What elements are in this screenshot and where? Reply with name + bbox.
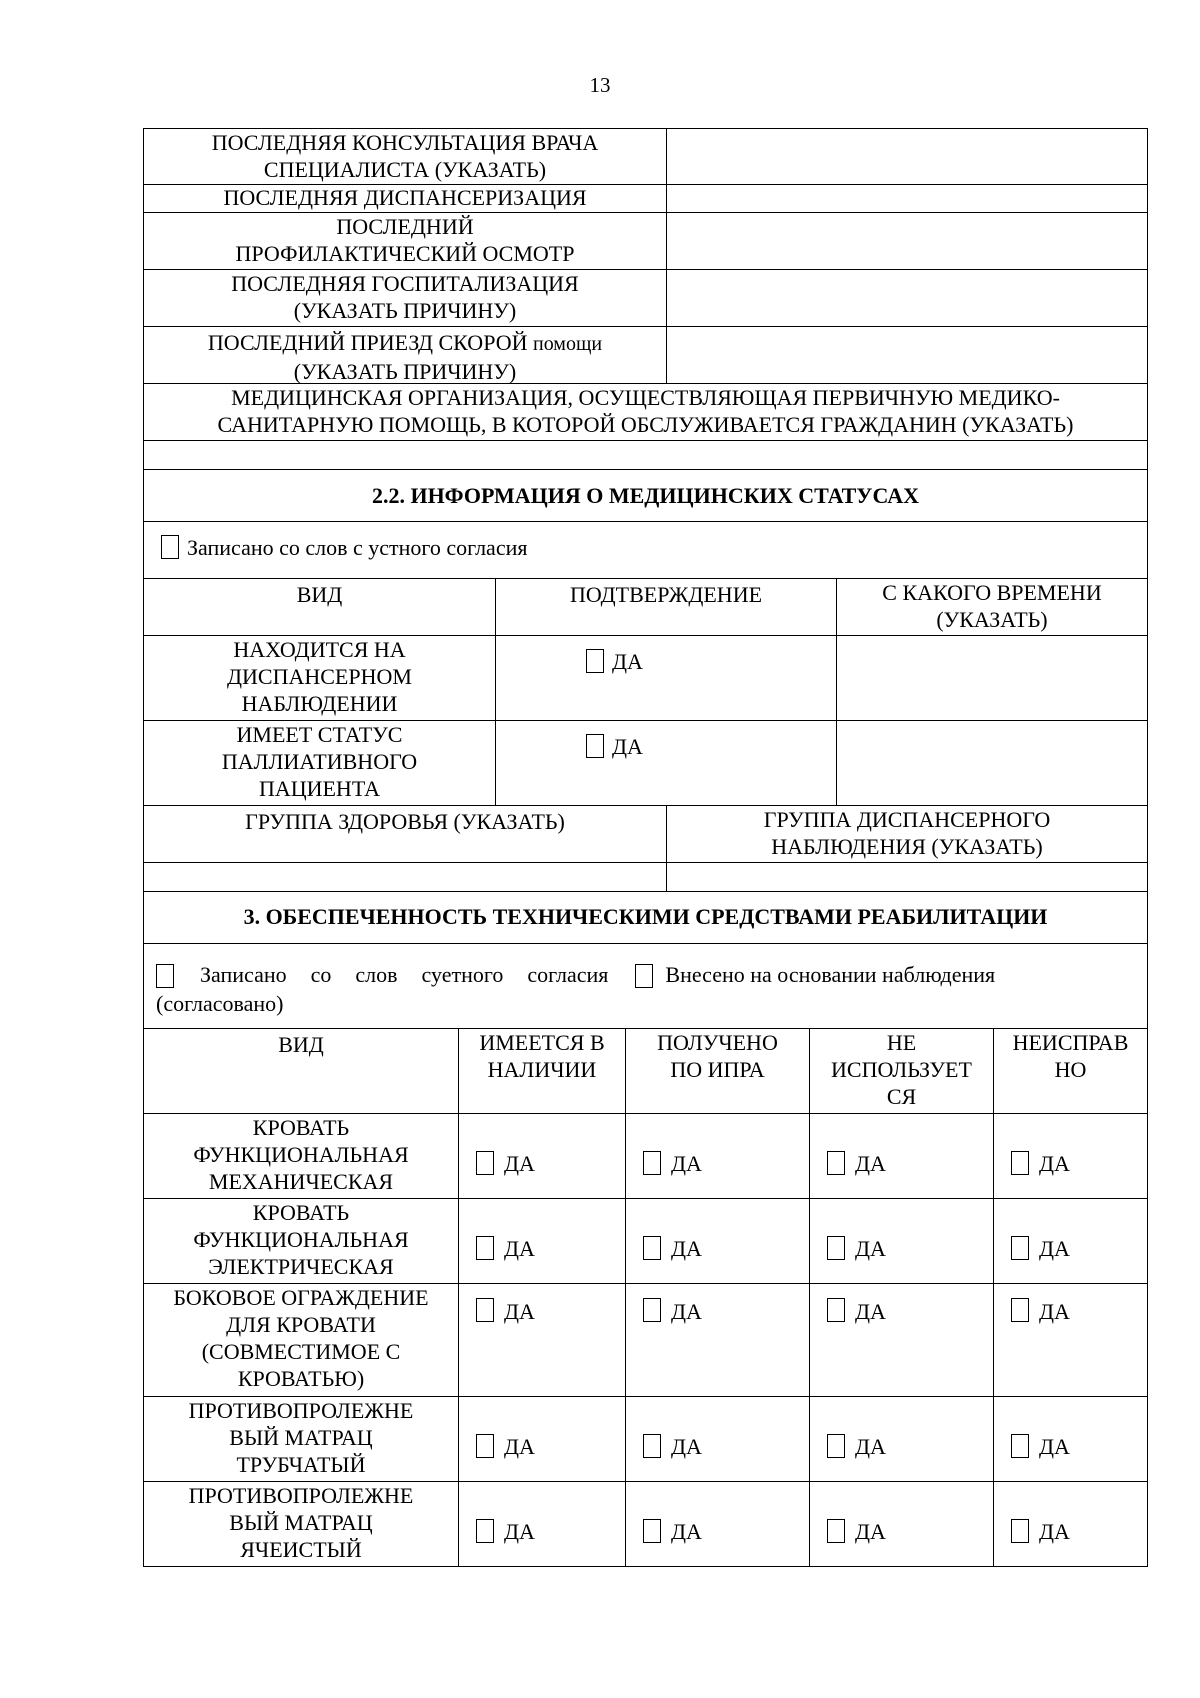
row-value-field[interactable] <box>667 129 1147 184</box>
yes-label: ДА <box>504 1518 535 1544</box>
not-used-checkbox[interactable] <box>827 1519 845 1543</box>
col-header-received: ПОЛУЧЕНО ПО ИПРА <box>626 1029 810 1113</box>
yes-label: ДА <box>612 649 643 674</box>
consent-line <box>156 956 1130 988</box>
equipment-row <box>143 1199 1148 1284</box>
label-tail: (УКАЗАТЬ ПРИЧИНУ) <box>293 359 517 384</box>
row-label: МЕДИЦИНСКАЯ ОРГАНИЗАЦИЯ, ОСУЩЕСТВЛЯЮЩАЯ ПЕРВИЧНУЮ МЕДИКО-САНИТАРНУЮ ПОМОЩЬ, В КОТОРОЙ ОБСЛУЖИВАЕТСЯ ГРАЖДАНИН (УКАЗАТЬ) <box>217 385 1074 437</box>
status-confirm-cell <box>496 636 837 720</box>
row-value-field[interactable] <box>667 327 1147 383</box>
row-last-ambulance <box>143 327 1148 384</box>
section-title: 3. ОБЕСПЕЧЕННОСТЬ ТЕХНИЧЕСКИМИ СРЕДСТВАМИ РЕАБИЛИТАЦИИ <box>243 904 1048 929</box>
col-header-type: ВИД <box>144 1029 459 1113</box>
broken-checkbox[interactable] <box>1011 1151 1029 1175</box>
consent-continuation: (согласовано) <box>156 991 284 1016</box>
col-header-available: ИМЕЕТСЯ В НАЛИЧИИ <box>459 1029 626 1113</box>
received-cell <box>626 1397 810 1481</box>
not-used-cell <box>810 1284 994 1396</box>
row-label: ПОСЛЕДНЯЯ ДИСПАНСЕРИЗАЦИЯ <box>144 185 667 212</box>
consent-checkbox[interactable] <box>156 964 174 988</box>
consent-checkbox[interactable] <box>161 535 179 559</box>
equipment-label: КРОВАТЬ ФУНКЦИОНАЛЬНАЯ МЕХАНИЧЕСКАЯ <box>144 1114 459 1198</box>
section-title: 2.2. ИНФОРМАЦИЯ О МЕДИЦИНСКИХ СТАТУСАХ <box>371 482 920 508</box>
row-medical-organization-value <box>143 441 1148 470</box>
yes-label: ДА <box>1039 1235 1070 1261</box>
group-header-row <box>143 806 1148 863</box>
received-checkbox[interactable] <box>643 1151 661 1175</box>
available-cell <box>459 1199 626 1283</box>
col-header-confirmation: ПОДТВЕРЖДЕНИЕ <box>496 579 837 635</box>
yes-label: ДА <box>671 1433 702 1459</box>
consent-word: слов <box>355 962 398 987</box>
row-value-field[interactable] <box>667 213 1147 269</box>
yes-label: ДА <box>1039 1150 1070 1176</box>
section-2-2-consent-row <box>143 522 1148 579</box>
group-value-row <box>143 863 1148 892</box>
available-checkbox[interactable] <box>476 1298 494 1322</box>
equipment-row <box>143 1284 1148 1397</box>
consent-word: согласия <box>527 962 609 987</box>
consent-option <box>144 522 1147 578</box>
group-dispensary-field[interactable] <box>667 863 1147 891</box>
row-medical-organization <box>143 384 1148 441</box>
row-label <box>144 327 667 383</box>
col-header-broken: НЕИСПРАВ НО <box>1012 1030 1129 1082</box>
equipment-label: БОКОВОЕ ОГРАЖДЕНИЕ ДЛЯ КРОВАТИ (СОВМЕСТИМОЕ С КРОВАТЬЮ) <box>144 1284 459 1396</box>
section-3-title-row <box>143 892 1148 944</box>
received-checkbox[interactable] <box>643 1519 661 1543</box>
consent-block <box>144 944 1147 1028</box>
equipment-label: ПРОТИВОПРОЛЕЖНЕ ВЫЙ МАТРАЦ ТРУБЧАТЫЙ <box>144 1397 459 1481</box>
not-used-cell <box>810 1397 994 1481</box>
row-label: ПОСЛЕДНЯЯ КОНСУЛЬТАЦИЯ ВРАЧА СПЕЦИАЛИСТА (УКАЗАТЬ) <box>144 129 667 184</box>
yes-label: ДА <box>855 1433 886 1459</box>
not-used-checkbox[interactable] <box>827 1434 845 1458</box>
broken-checkbox[interactable] <box>1011 1434 1029 1458</box>
status-checkbox[interactable] <box>586 649 604 673</box>
yes-label: ДА <box>1039 1299 1070 1324</box>
available-cell <box>459 1284 626 1396</box>
received-cell <box>626 1199 810 1283</box>
row-last-dispensarization <box>143 185 1148 213</box>
row-last-consultation <box>143 128 1148 185</box>
yes-label: ДА <box>855 1150 886 1176</box>
yes-label: ДА <box>671 1150 702 1176</box>
broken-cell <box>994 1199 1147 1283</box>
observation-label: Внесено на основании наблюдения <box>665 962 996 987</box>
yes-label: ДА <box>855 1518 886 1544</box>
broken-cell <box>994 1284 1147 1396</box>
received-checkbox[interactable] <box>643 1434 661 1458</box>
received-cell <box>626 1284 810 1396</box>
not-used-checkbox[interactable] <box>827 1298 845 1322</box>
yes-label: ДА <box>855 1299 886 1324</box>
consent-word: Записано <box>200 962 287 987</box>
status-row-palliative <box>143 721 1148 806</box>
equipment-row <box>143 1482 1148 1567</box>
not-used-cell <box>810 1482 994 1566</box>
yes-label: ДА <box>671 1518 702 1544</box>
broken-checkbox[interactable] <box>1011 1236 1029 1260</box>
yes-label: ДА <box>504 1299 535 1324</box>
group-dispensary-label: ГРУППА ДИСПАНСЕРНОГО НАБЛЮДЕНИЯ (УКАЗАТЬ) <box>763 807 1051 859</box>
received-checkbox[interactable] <box>643 1298 661 1322</box>
broken-checkbox[interactable] <box>1011 1519 1029 1543</box>
row-value-field[interactable] <box>144 441 1147 469</box>
section-2-2-title-row <box>143 470 1148 522</box>
label-main: ПОСЛЕДНИЙ ПРИЕЗД СКОРОЙ <box>207 330 528 355</box>
col-header-type: ВИД <box>144 579 496 635</box>
col-header-since: С КАКОГО ВРЕМЕНИ (УКАЗАТЬ) <box>882 580 1102 632</box>
since-value-field[interactable] <box>837 636 1147 720</box>
group-health-field[interactable] <box>144 863 667 891</box>
equipment-label: ПРОТИВОПРОЛЕЖНЕ ВЫЙ МАТРАЦ ЯЧЕИСТЫЙ <box>144 1482 459 1566</box>
available-checkbox[interactable] <box>476 1151 494 1175</box>
yes-label: ДА <box>612 734 643 759</box>
consent-label: Записано со слов с устного согласия <box>187 535 528 560</box>
yes-label: ДА <box>504 1433 535 1459</box>
broken-cell <box>994 1482 1147 1566</box>
page-number: 13 <box>589 73 611 97</box>
consent-word: суетного <box>421 962 504 987</box>
status-row-dispensary <box>143 636 1148 721</box>
yes-label: ДА <box>671 1235 702 1261</box>
broken-checkbox[interactable] <box>1011 1298 1029 1322</box>
available-checkbox[interactable] <box>476 1236 494 1260</box>
equipment-row <box>143 1114 1148 1199</box>
received-checkbox[interactable] <box>643 1236 661 1260</box>
not-used-cell <box>810 1199 994 1283</box>
equipment-label: КРОВАТЬ ФУНКЦИОНАЛЬНАЯ ЭЛЕКТРИЧЕСКАЯ <box>144 1199 459 1283</box>
not-used-checkbox[interactable] <box>827 1236 845 1260</box>
yes-label: ДА <box>504 1235 535 1261</box>
status-checkbox[interactable] <box>586 734 604 758</box>
row-value-field[interactable] <box>667 185 1147 212</box>
section-2-2-header-row <box>143 579 1148 636</box>
col-header-not-used: НЕ ИСПОЛЬЗУЕТ СЯ <box>810 1029 994 1113</box>
since-value-field[interactable] <box>837 721 1147 805</box>
broken-cell <box>994 1114 1147 1198</box>
yes-label: ДА <box>1039 1518 1070 1544</box>
status-confirm-cell <box>496 721 837 805</box>
yes-label: ДА <box>671 1299 702 1324</box>
broken-cell <box>994 1397 1147 1481</box>
available-cell <box>459 1397 626 1481</box>
status-label: НАХОДИТСЯ НА ДИСПАНСЕРНОМ НАБЛЮДЕНИИ <box>144 636 496 720</box>
available-checkbox[interactable] <box>476 1434 494 1458</box>
row-label: ПОСЛЕДНИЙ ПРОФИЛАКТИЧЕСКИЙ ОСМОТР <box>144 213 667 269</box>
section-3-consent-row <box>143 944 1148 1029</box>
observation-checkbox[interactable] <box>635 964 653 988</box>
available-cell <box>459 1482 626 1566</box>
available-checkbox[interactable] <box>476 1519 494 1543</box>
available-cell <box>459 1114 626 1198</box>
label-small: помощи <box>532 333 603 355</box>
not-used-checkbox[interactable] <box>827 1151 845 1175</box>
yes-label: ДА <box>855 1235 886 1261</box>
medical-form-table <box>143 128 1148 1567</box>
received-cell <box>626 1114 810 1198</box>
row-value-field[interactable] <box>667 270 1147 326</box>
status-label: ИМЕЕТ СТАТУС ПАЛЛИАТИВНОГО ПАЦИЕНТА <box>144 721 496 805</box>
equipment-row <box>143 1397 1148 1482</box>
yes-label: ДА <box>1039 1433 1070 1459</box>
section-3-header-row <box>143 1029 1148 1114</box>
row-label: ПОСЛЕДНЯЯ ГОСПИТАЛИЗАЦИЯ (УКАЗАТЬ ПРИЧИНУ) <box>144 270 667 326</box>
row-last-hospitalization <box>143 270 1148 327</box>
group-health-label: ГРУППА ЗДОРОВЬЯ (УКАЗАТЬ) <box>144 806 667 862</box>
received-cell <box>626 1482 810 1566</box>
yes-label: ДА <box>504 1150 535 1176</box>
consent-word: со <box>310 962 332 987</box>
not-used-cell <box>810 1114 994 1198</box>
row-last-prophylactic-exam <box>143 213 1148 270</box>
